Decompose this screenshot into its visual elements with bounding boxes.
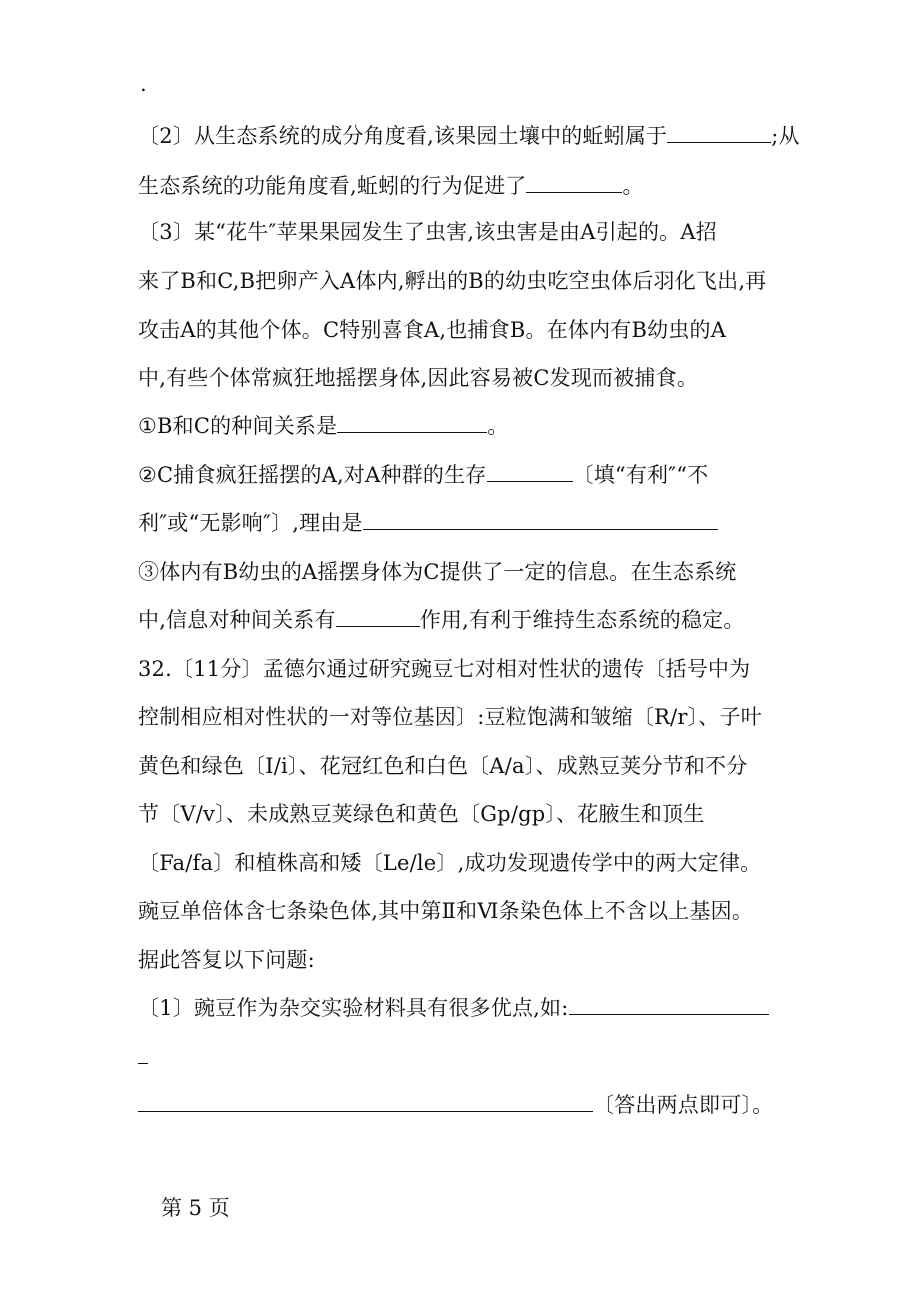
answer-blank[interactable]	[667, 124, 771, 143]
text: 〔2〕从生态系统的成分角度看,该果园土壤中的蚯蚓属于	[138, 124, 668, 148]
q32-sub-1-cont	[138, 1090, 773, 1120]
page-number: 第 5 页	[161, 1196, 230, 1220]
text: 〔答出两点即可〕。	[593, 1093, 774, 1117]
text: 生态系统的功能角度看,蚯蚓的行为促进了	[138, 174, 527, 198]
q32-sub-1-short-blank	[138, 1042, 148, 1072]
text: ②C捕食疯狂摇摆的A,对A种群的生存	[138, 463, 487, 487]
p3-question-2	[138, 460, 708, 490]
q32-line-6: 豌豆单倍体含七条染色体,其中第Ⅱ和Ⅵ条染色体上不含以上基因。	[138, 899, 754, 923]
answer-blank[interactable]	[336, 608, 420, 627]
answer-blank[interactable]	[363, 511, 718, 530]
answer-blank[interactable]	[337, 414, 487, 433]
q32-sub-1	[138, 993, 769, 1023]
p2-line-1	[138, 121, 800, 151]
q32-line-7: 据此答复以下问题:	[138, 948, 315, 972]
p3-question-2-cont	[138, 508, 718, 538]
p3-line-2: 来了B和C,B把卵产入A体内,孵出的B的幼虫吃空虫体后羽化飞出,再	[138, 269, 767, 293]
text: 〔1〕豌豆作为杂交实验材料具有很多优点,如:	[138, 996, 569, 1020]
p3-question-3: ③体内有B幼虫的A摇摆身体为C提供了一定的信息。在生态系统	[138, 560, 737, 584]
p3-question-3-cont	[138, 605, 745, 635]
text: 。	[622, 174, 644, 198]
q32-line-2: 控制相应相对性状的一对等位基因〕:豆粒饱满和皱缩〔R/r〕、子叶	[138, 705, 762, 729]
text: ①B和C的种间关系是	[138, 414, 338, 438]
text: 。	[487, 414, 509, 438]
p3-question-1	[138, 411, 509, 441]
text: ;从	[771, 124, 800, 148]
text: 作用,有利于维持生态系统的稳定。	[419, 608, 745, 632]
p3-line-3: 攻击A的其他个体。C特别喜食A,也捕食B。在体内有B幼虫的A	[138, 318, 727, 342]
p3-line-4: 中,有些个体常疯狂地摇摆身体,因此容易被C发现而被捕食。	[138, 366, 699, 390]
q32-line-3: 黄色和绿色〔I/i〕、花冠红色和白色〔A/a〕、成熟豆荚分节和不分	[138, 754, 748, 778]
q32-line-1: 32.〔11分〕孟德尔通过研究豌豆七对相对性状的遗传〔括号中为	[138, 657, 751, 681]
p3-line-1: 〔3〕某“花牛″苹果果园发生了虫害,该虫害是由A引起的。A招	[138, 220, 717, 244]
answer-blank[interactable]	[138, 1093, 593, 1112]
text: 中,信息对种间关系有	[138, 608, 336, 632]
q32-line-5: 〔Fa/fa〕和植株高和矮〔Le/le〕,成功发现遗传学中的两大定律。	[138, 851, 762, 875]
answer-blank[interactable]	[569, 996, 769, 1015]
q32-line-4: 节〔V/v〕、未成熟豆荚绿色和黄色〔Gp/gp〕、花腋生和顶生	[138, 802, 705, 826]
text: 利″或“无影响″〕,理由是	[138, 511, 363, 535]
answer-blank[interactable]	[138, 1045, 148, 1064]
answer-blank[interactable]	[487, 463, 573, 482]
page-dot: .	[140, 72, 147, 96]
p2-line-2	[138, 171, 644, 201]
text: 〔填“有利″“不	[572, 463, 709, 487]
answer-blank[interactable]	[526, 174, 622, 193]
